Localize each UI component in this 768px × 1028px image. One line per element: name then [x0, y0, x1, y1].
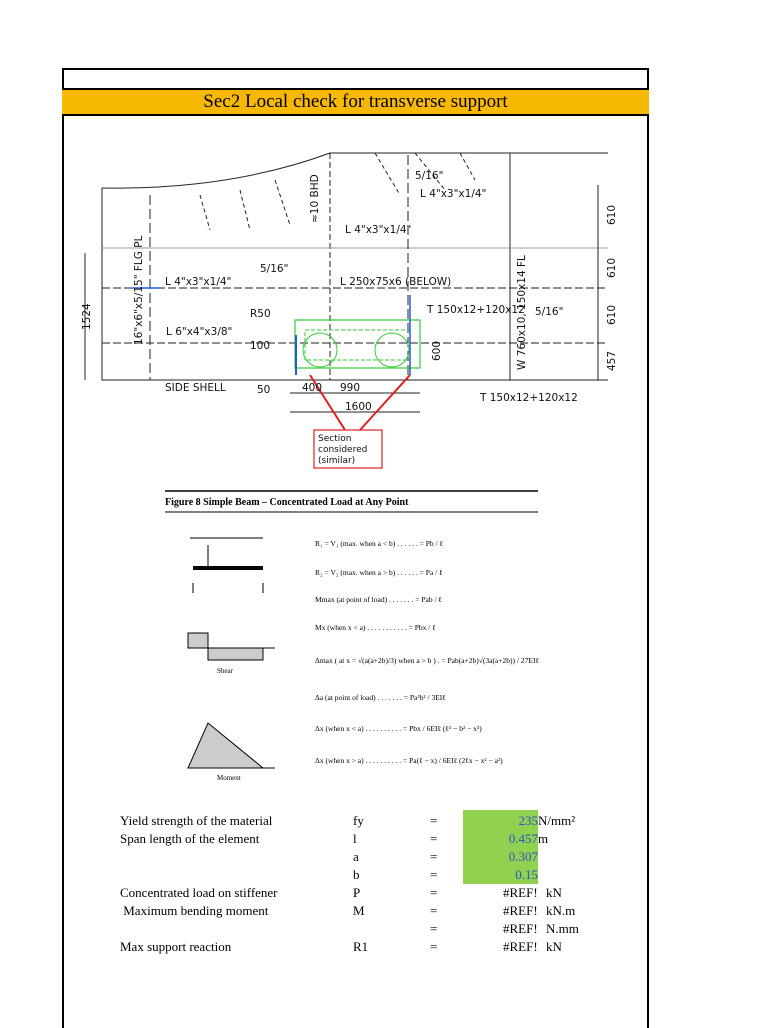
flg-label: 16"x6"x5/15" FLG PL — [133, 235, 145, 345]
angle-below-label: L 250x75x6 (BELOW) — [340, 276, 452, 288]
formula-4: Mx (when x < a) . . . . . . . . . . . = Pbx / ℓ — [315, 623, 436, 632]
formula-8: Δx (when x > a) . . . . . . . . . . = Pa(ℓ − x) / 6EIℓ (2ℓx − x² − a²) — [315, 756, 503, 765]
angle-2-label: L 4"x3"x1/4" — [345, 224, 412, 236]
row-eq: = — [430, 867, 438, 882]
row-unit: N/mm² — [538, 813, 576, 828]
b-input[interactable]: 0.15 — [515, 867, 538, 882]
formula-7: Δx (when x < a) . . . . . . . . . . = Pbx / 6EIℓ (ℓ² − b² − x²) — [315, 724, 482, 733]
dim-610-c: 610 — [606, 304, 618, 325]
row-symbol: P — [353, 885, 361, 900]
dim-1524: 1524 — [81, 303, 93, 330]
callout-line-3: (similar) — [318, 456, 356, 466]
row-eq: = — [430, 903, 438, 918]
dim-50: 50 — [257, 384, 271, 396]
dim-610-a: 610 — [606, 204, 618, 225]
r50-label: R50 — [250, 308, 271, 320]
side-shell-label: SIDE SHELL — [165, 382, 226, 394]
row-label: Max support reaction — [120, 939, 232, 954]
section-title: Sec2 Local check for transverse support — [62, 88, 649, 116]
calc-row-r1 — [120, 939, 620, 957]
shear-label: Shear — [217, 667, 233, 675]
row-symbol: b — [353, 867, 360, 882]
calc-row-m — [120, 903, 620, 921]
m-nmm-value: #REF! — [503, 921, 538, 936]
formula-2: R₂ = V₂ (max. when a > b) . . . . . . = Pa / ℓ — [315, 568, 443, 577]
formula-1: R₁ = V₁ (max. when a < b) . . . . . . = Pb / ℓ — [315, 539, 444, 548]
structural-drawing — [70, 135, 630, 475]
row-label: Yield strength of the material — [120, 813, 273, 828]
dim-1600: 1600 — [345, 401, 372, 413]
span-input[interactable]: 0.457 — [508, 831, 538, 846]
beam-figure — [165, 488, 545, 783]
angle-3-label: L 4"x3"x1/4" — [165, 276, 232, 288]
row-symbol: R1 — [353, 939, 369, 954]
row-symbol: l — [353, 831, 357, 846]
row-symbol: fy — [353, 813, 364, 828]
callout-line-1: Section — [318, 434, 352, 444]
fy-input[interactable]: 235 — [518, 813, 538, 828]
row-unit: kN — [546, 939, 562, 954]
m-value: #REF! — [503, 903, 538, 918]
row-unit: m — [538, 831, 549, 846]
calc-row-fy — [120, 813, 620, 831]
row-symbol: a — [353, 849, 359, 864]
figure-title: Figure 8 Simple Beam – Concentrated Load at Any Point — [165, 497, 409, 508]
p-value: #REF! — [503, 885, 538, 900]
dim-600: 600 — [431, 340, 443, 361]
row-eq: = — [430, 849, 438, 864]
tee-1-label: T 150x12+120x12 — [427, 304, 525, 316]
dim-990: 990 — [340, 382, 361, 394]
formula-5: Δmax ( at x = √(a(a+2b)/3) when a > b ) . = Pab(a+2b)√(3a(a+2b)) / 27EIℓ — [315, 656, 540, 665]
calc-row-a — [120, 849, 620, 867]
tee-2-label: T 150x12+120x12 — [480, 392, 578, 404]
r1-value: #REF! — [503, 939, 538, 954]
row-unit: kN — [546, 885, 562, 900]
calc-row-m-nmm — [120, 921, 620, 939]
formula-6: Δa (at point of load) . . . . . . . = Pa²b² / 3EIℓ — [315, 693, 446, 702]
row-label: Concentrated load on stiffener — [120, 885, 278, 900]
calc-row-p — [120, 885, 620, 903]
calc-row-b — [120, 867, 620, 885]
row-eq: = — [430, 921, 438, 936]
row-eq: = — [430, 885, 438, 900]
row-label: Maximum bending moment — [120, 903, 269, 918]
dim-610-b: 610 — [606, 257, 618, 278]
row-label: Span length of the element — [120, 831, 260, 846]
angle-top-label: L 4"x3"x1/4" — [420, 188, 487, 200]
row-unit: kN.m — [546, 903, 576, 918]
bhd-label: ≈10 BHD — [309, 174, 321, 223]
row-unit: N.mm — [546, 921, 579, 936]
weld-mid-label: 5/16" — [260, 263, 289, 275]
callout-line-2: considered — [318, 445, 368, 455]
fl-label: W 760x10, 150x14 FL — [516, 255, 528, 370]
calc-row-l — [120, 831, 620, 849]
dim-457: 457 — [606, 350, 618, 371]
row-symbol: M — [353, 903, 365, 918]
row-eq: = — [430, 831, 438, 846]
weld-top-label: 5/16" — [415, 170, 444, 182]
a-input[interactable]: 0.307 — [508, 849, 538, 864]
angle-4-label: L 6"x4"x3/8" — [166, 326, 233, 338]
dim-400: 400 — [302, 382, 323, 394]
moment-label: Moment — [217, 774, 241, 782]
dim-100: 100 — [250, 340, 271, 352]
weld-right-label: 5/16" — [535, 306, 564, 318]
row-eq: = — [430, 813, 438, 828]
formula-3: Mmax (at point of load) . . . . . . . = Pab / ℓ — [315, 595, 442, 604]
row-eq: = — [430, 939, 438, 954]
